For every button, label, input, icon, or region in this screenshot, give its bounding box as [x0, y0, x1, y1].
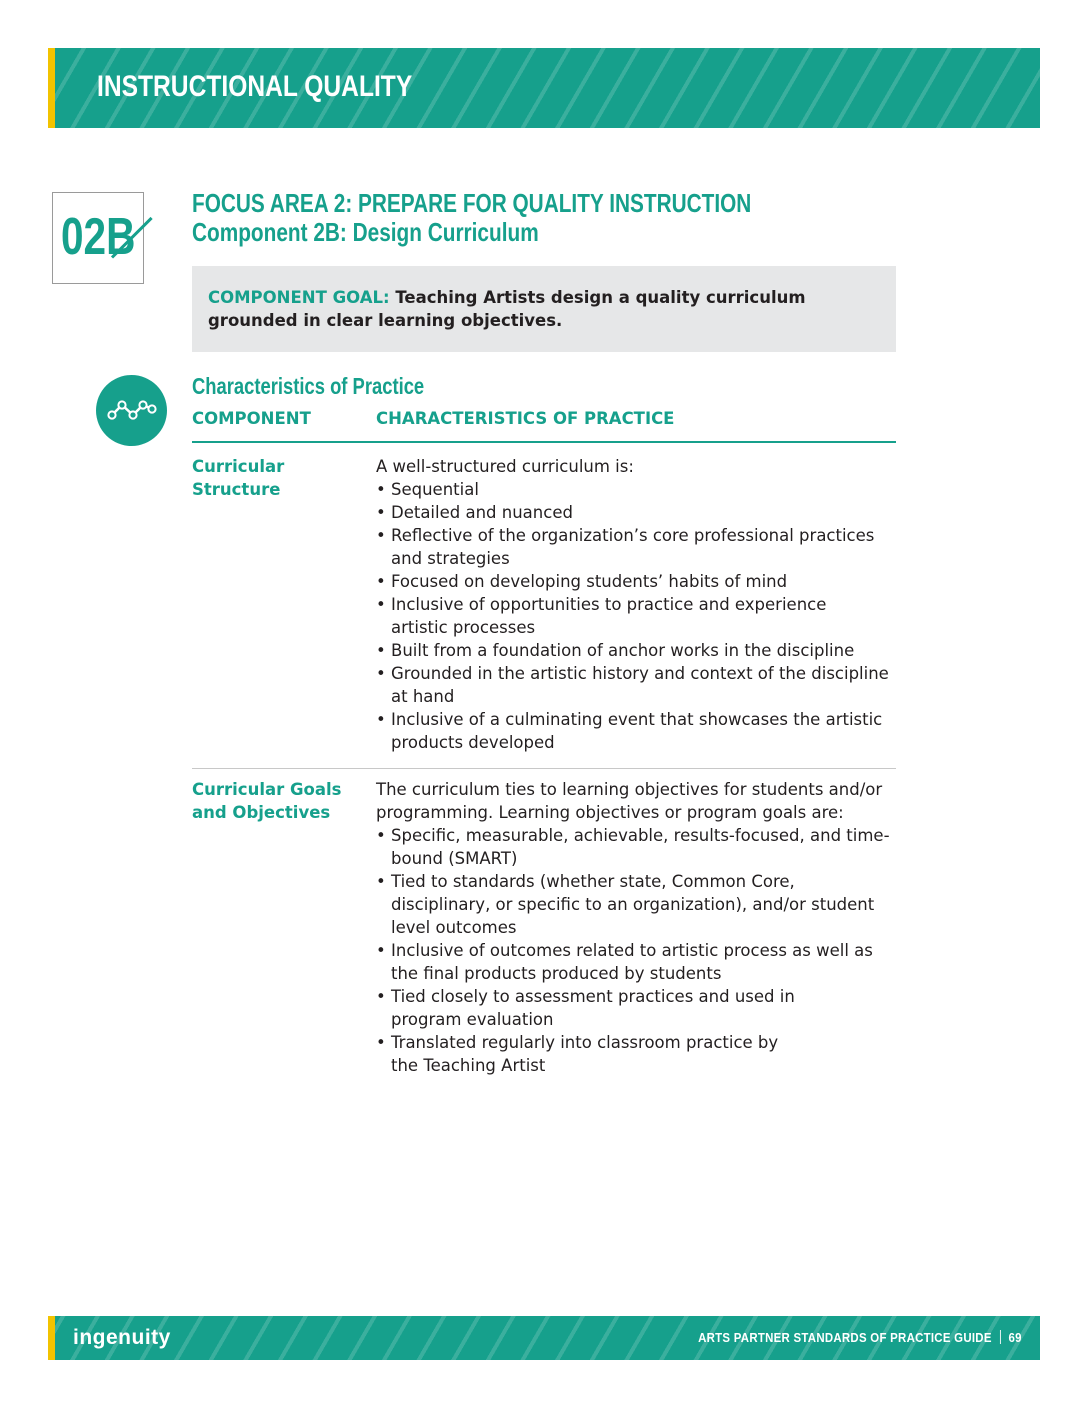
row-body-curricular-goals	[376, 778, 896, 1077]
footer-separator	[1000, 1330, 1001, 1344]
footer-band	[48, 1316, 1040, 1360]
list-item: • Translated regularly into classroom practice by the Teaching Artist	[376, 1031, 896, 1077]
footer-guide-title: ARTS PARTNER STANDARDS OF PRACTICE GUIDE	[698, 1330, 993, 1345]
list-item: • Grounded in the artistic history and context of the discipline at hand	[376, 662, 896, 708]
page-number: 69	[1008, 1330, 1022, 1345]
list-item: • Inclusive of opportunities to practice and experience artistic processes	[376, 593, 896, 639]
row-label-curricular-structure: Curricular Structure	[192, 457, 285, 499]
row-intro: The curriculum ties to learning objectives for students and/or programming. Learning objectives or program goals are:	[376, 780, 883, 822]
list-item: • Tied to standards (whether state, Common Core, disciplinary, or specific to an organization), and/or student level outcomes	[376, 870, 896, 939]
list-item: • Tied closely to assessment practices and used in program evaluation	[376, 985, 896, 1031]
focus-area-title: FOCUS AREA 2: PREPARE FOR QUALITY INSTRUCTION	[192, 188, 752, 218]
list-item: • Specific, measurable, achievable, results-focused, and time-bound (SMART)	[376, 824, 896, 870]
list-item: • Inclusive of a culminating event that showcases the artistic products developed	[376, 708, 896, 754]
goal-text: Teaching Artists design a quality curriculum grounded in clear learning objectives.	[208, 288, 806, 330]
row-divider	[192, 768, 896, 769]
list-item: • Sequential	[376, 478, 896, 501]
row-label-curricular-goals: Curricular Goals and Objectives	[192, 780, 342, 822]
column-header-characteristics: CHARACTERISTICS OF PRACTICE	[376, 409, 675, 428]
list-item: • Built from a foundation of anchor works in the discipline	[376, 639, 896, 662]
list-item: • Focused on developing students’ habits of mind	[376, 570, 896, 593]
list-item: • Reflective of the organization’s core professional practices and strategies	[376, 524, 896, 570]
goal-label: COMPONENT GOAL:	[208, 288, 390, 307]
header-rule	[192, 441, 896, 443]
component-goal-box	[192, 266, 896, 352]
list-item: • Detailed and nuanced	[376, 501, 896, 524]
characteristics-title: Characteristics of Practice	[192, 373, 425, 399]
connected-nodes-icon	[96, 375, 167, 446]
column-header-component: COMPONENT	[192, 409, 311, 428]
row-intro: A well-structured curriculum is:	[376, 457, 634, 476]
section-title: INSTRUCTIONAL QUALITY	[97, 70, 413, 103]
bullet-list	[376, 478, 896, 754]
ingenuity-logo: ingenuity	[73, 1326, 171, 1349]
header-band	[48, 48, 1040, 128]
list-item: • Inclusive of outcomes related to artistic process as well as the final products produced by students	[376, 939, 896, 985]
component-title: Component 2B: Design Curriculum	[192, 217, 539, 247]
footer-guide-info	[698, 1330, 1022, 1345]
row-body-curricular-structure	[376, 455, 896, 754]
bullet-list	[376, 824, 896, 1077]
component-code: 02B	[61, 208, 136, 266]
